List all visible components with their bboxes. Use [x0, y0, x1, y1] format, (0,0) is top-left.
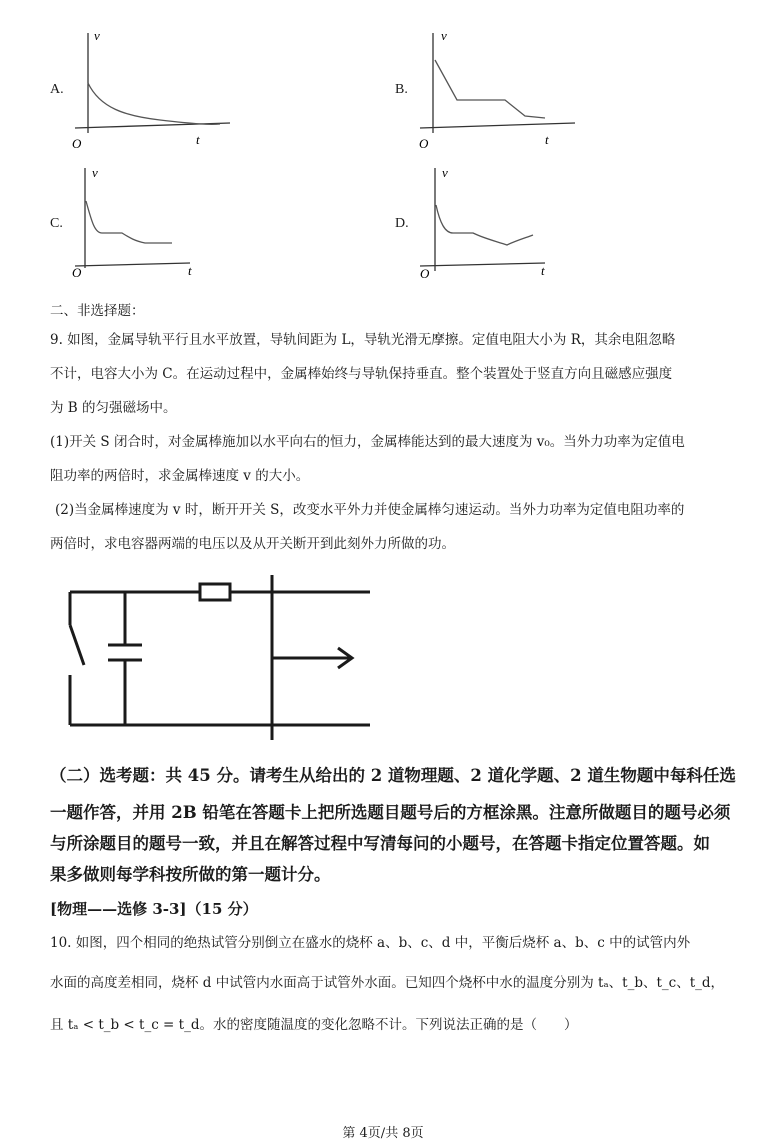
switch-s [70, 625, 84, 665]
graph-b [415, 28, 595, 153]
resistor [200, 584, 230, 600]
graph-d-origin: O [420, 266, 430, 281]
q9-part1-line-2: 阻功率的两倍时，求金属棒速度 v 的大小。 [50, 468, 310, 484]
q10-line-2: 水面的高度差相同，烧杯 d 中试管内水面高于试管外水面。已知四个烧杯中水的温度分别为 tₐ、t_b、t_c、t_d， [50, 975, 725, 991]
elective-line-1: （二）选考题：共 45 分。请考生从给出的 2 道物理题、2 道化学题、2 道生物题中每科任选 [50, 766, 736, 785]
option-d-label: D. [395, 216, 409, 231]
q9-line-1: 9. 如图，金属导轨平行且水平放置，导轨间距为 L，导轨光滑无摩擦。定值电阻大小为 R，其余电阻忽略 [50, 332, 676, 348]
q9-line-2: 不计，电容大小为 C。在运动过程中，金属棒始终与导轨保持垂直。整个装置处于竖直方向且磁感应强度 [50, 366, 673, 382]
elective-line-4: 果多做则每学科按所做的第一题计分。 [50, 865, 331, 884]
physics-elective-heading: [物理——选修 3-3]（15 分） [50, 900, 258, 918]
graph-c-origin: O [72, 265, 82, 280]
section-2-title: 二、非选择题： [50, 303, 145, 319]
graph-d-v-label: v [442, 165, 448, 180]
graph-a-t-label: t [196, 132, 200, 147]
graph-a [70, 28, 250, 153]
graph-b-origin: O [419, 136, 429, 151]
q9-part1-line-1: (1)开关 S 闭合时，对金属棒施加以水平向右的恒力，金属棒能达到的最大速度为 v₀。当外力功率为定值电 [50, 434, 685, 450]
option-b-label: B. [395, 82, 408, 97]
circuit-diagram [60, 570, 380, 750]
option-a-label: A. [50, 82, 64, 97]
q9-part2-line-2: 两倍时，求电容器两端的电压以及从开关断开到此刻外力所做的功。 [50, 536, 455, 552]
q9-line-3: 为 B 的匀强磁场中。 [50, 400, 177, 416]
graph-b-t-label: t [545, 132, 549, 147]
page-footer: 第 4页/共 8页 [342, 1126, 424, 1141]
graph-d-t-label: t [541, 263, 545, 278]
elective-line-3: 与所涂题目的题号一致，并且在解答过程中写清每问的小题号，在答题卡指定位置答题。如 [50, 834, 710, 853]
graph-b-v-label: v [441, 28, 447, 43]
graph-a-origin: O [72, 136, 82, 151]
option-c-label: C. [50, 216, 63, 231]
graph-a-v-label: v [94, 28, 100, 43]
graph-d [415, 163, 595, 288]
q9-part2-line-1: (2)当金属棒速度为 v 时，断开开关 S，改变水平外力并使金属棒匀速运动。当外力功率为定值电阻功率的 [55, 502, 685, 518]
graph-c-t-label: t [188, 263, 192, 278]
graph-c-v-label: v [92, 165, 98, 180]
q10-line-1: 10. 如图，四个相同的绝热试管分别倒立在盛水的烧杯 a、b、c、d 中，平衡后烧杯 a、b、c 中的试管内外 [50, 935, 691, 951]
q10-line-3: 且 tₐ < t_b < t_c = t_d。水的密度随温度的变化忽略不计。下列说法正确的是（ ） [50, 1017, 578, 1033]
elective-line-2: 一题作答，并用 2B 铅笔在答题卡上把所选题目题号后的方框涂黑。注意所做题目的题号必须 [50, 803, 731, 822]
graph-c [70, 163, 250, 288]
